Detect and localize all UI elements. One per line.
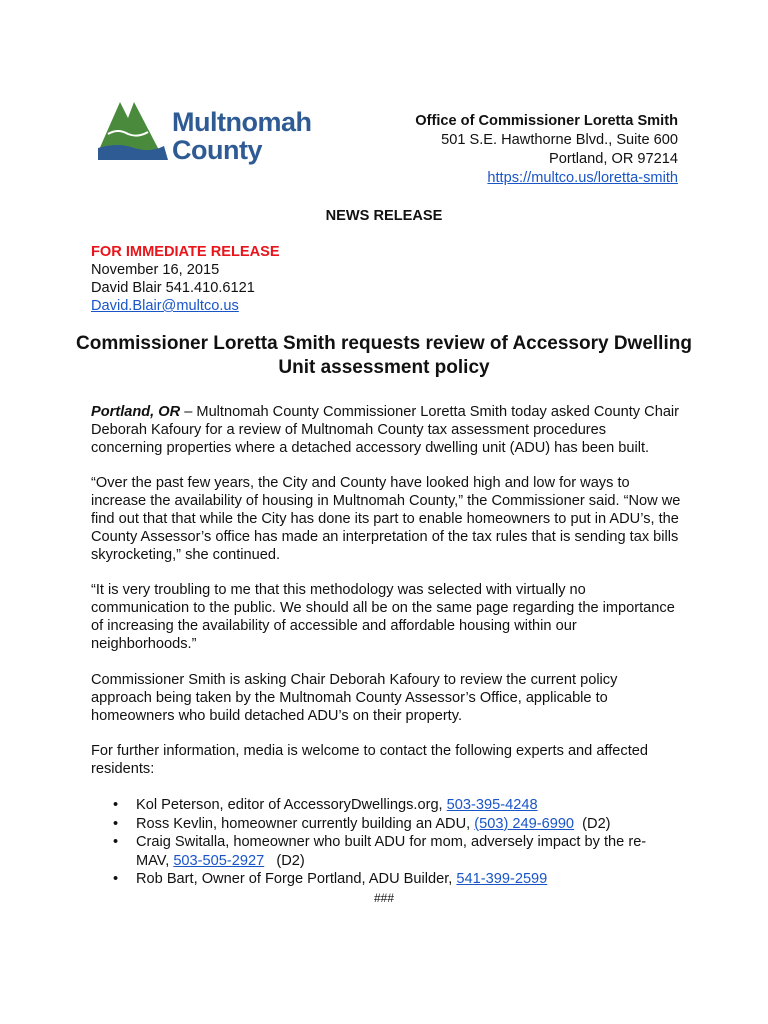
office-name: Office of Commissioner Loretta Smith <box>415 113 678 129</box>
contact-list <box>91 796 671 889</box>
paragraph-3: “It is very troubling to me that this methodology was selected with virtually no communication to the public. We should all be on the same page regarding the importance of increasing the availability of accessible and affordable housing within our neighborhoods.” <box>91 582 675 652</box>
logo-line1: Multnomah <box>172 107 312 137</box>
paragraph-1-text: – Multnomah County Commissioner Loretta Smith today asked County Chair Deborah Kafoury for a review of Multnomah County tax assessment procedures concerning properties where a detached accessory dwelling unit (ADU) has been built. <box>91 404 680 456</box>
office-city: Portland, OR 97214 <box>549 151 678 167</box>
immediate-release-label: FOR IMMEDIATE RELEASE <box>91 244 280 260</box>
office-address <box>415 112 678 188</box>
list-item: • Ross Kevlin, homeowner currently building an ADU, (503) 249-6990 (D2) <box>91 815 671 834</box>
list-item: • Kol Peterson, editor of AccessoryDwellings.org, 503-395-4248 <box>91 796 671 815</box>
office-url-link[interactable]: https://multco.us/loretta-smith <box>487 170 678 186</box>
contact-info: David Blair 541.410.6121 <box>91 280 255 296</box>
phone-link[interactable]: 541-399-2599 <box>456 871 548 887</box>
logo-text <box>172 108 311 164</box>
logo-line2: County <box>172 135 262 165</box>
list-item: • Craig Switalla, homeowner who built ADU for mom, adversely impact by the re-MAV, 503-505-2927 (D2) <box>91 833 671 870</box>
dateline: Portland, OR <box>91 404 181 420</box>
list-item: • Rob Bart, Owner of Forge Portland, ADU Builder, 541-399-2599 <box>91 870 671 889</box>
press-title: Commissioner Loretta Smith requests review of Accessory Dwelling Unit assessment policy <box>76 333 692 378</box>
multnomah-county-logo-icon <box>98 98 173 169</box>
phone-link[interactable]: (503) 249-6990 <box>474 815 575 832</box>
office-street: 501 S.E. Hawthorne Blvd., Suite 600 <box>441 132 678 148</box>
phone-link[interactable]: 503-505-2927 <box>173 852 265 869</box>
news-release-heading: NEWS RELEASE <box>325 208 443 224</box>
paragraph-4: Commissioner Smith is asking Chair Deborah Kafoury to review the current policy approach being taken by the Multnomah County Assessor’s Office, applicable to homeowners who build detached ADU’s on their property. <box>91 672 618 724</box>
end-mark: ### <box>373 891 395 905</box>
release-info <box>91 243 681 315</box>
phone-link[interactable]: 503-395-4248 <box>446 797 538 813</box>
paragraph-1 <box>91 403 681 457</box>
release-date: November 16, 2015 <box>91 262 220 278</box>
contact-email-link[interactable]: David.Blair@multco.us <box>91 298 239 314</box>
paragraph-2: “Over the past few years, the City and County have looked high and low for ways to increase the availability of housing in Multnomah County,” the Commissioner said. “Now we find out that that while the City has done its part to enable homeowners to put in ADU’s, the County Assessor’s office has made an interpretation of the tax rules that is sending tax bills skyrocketing,” she continued. <box>91 475 681 563</box>
paragraph-5: For further information, media is welcome to contact the following experts and affected residents: <box>91 743 649 777</box>
